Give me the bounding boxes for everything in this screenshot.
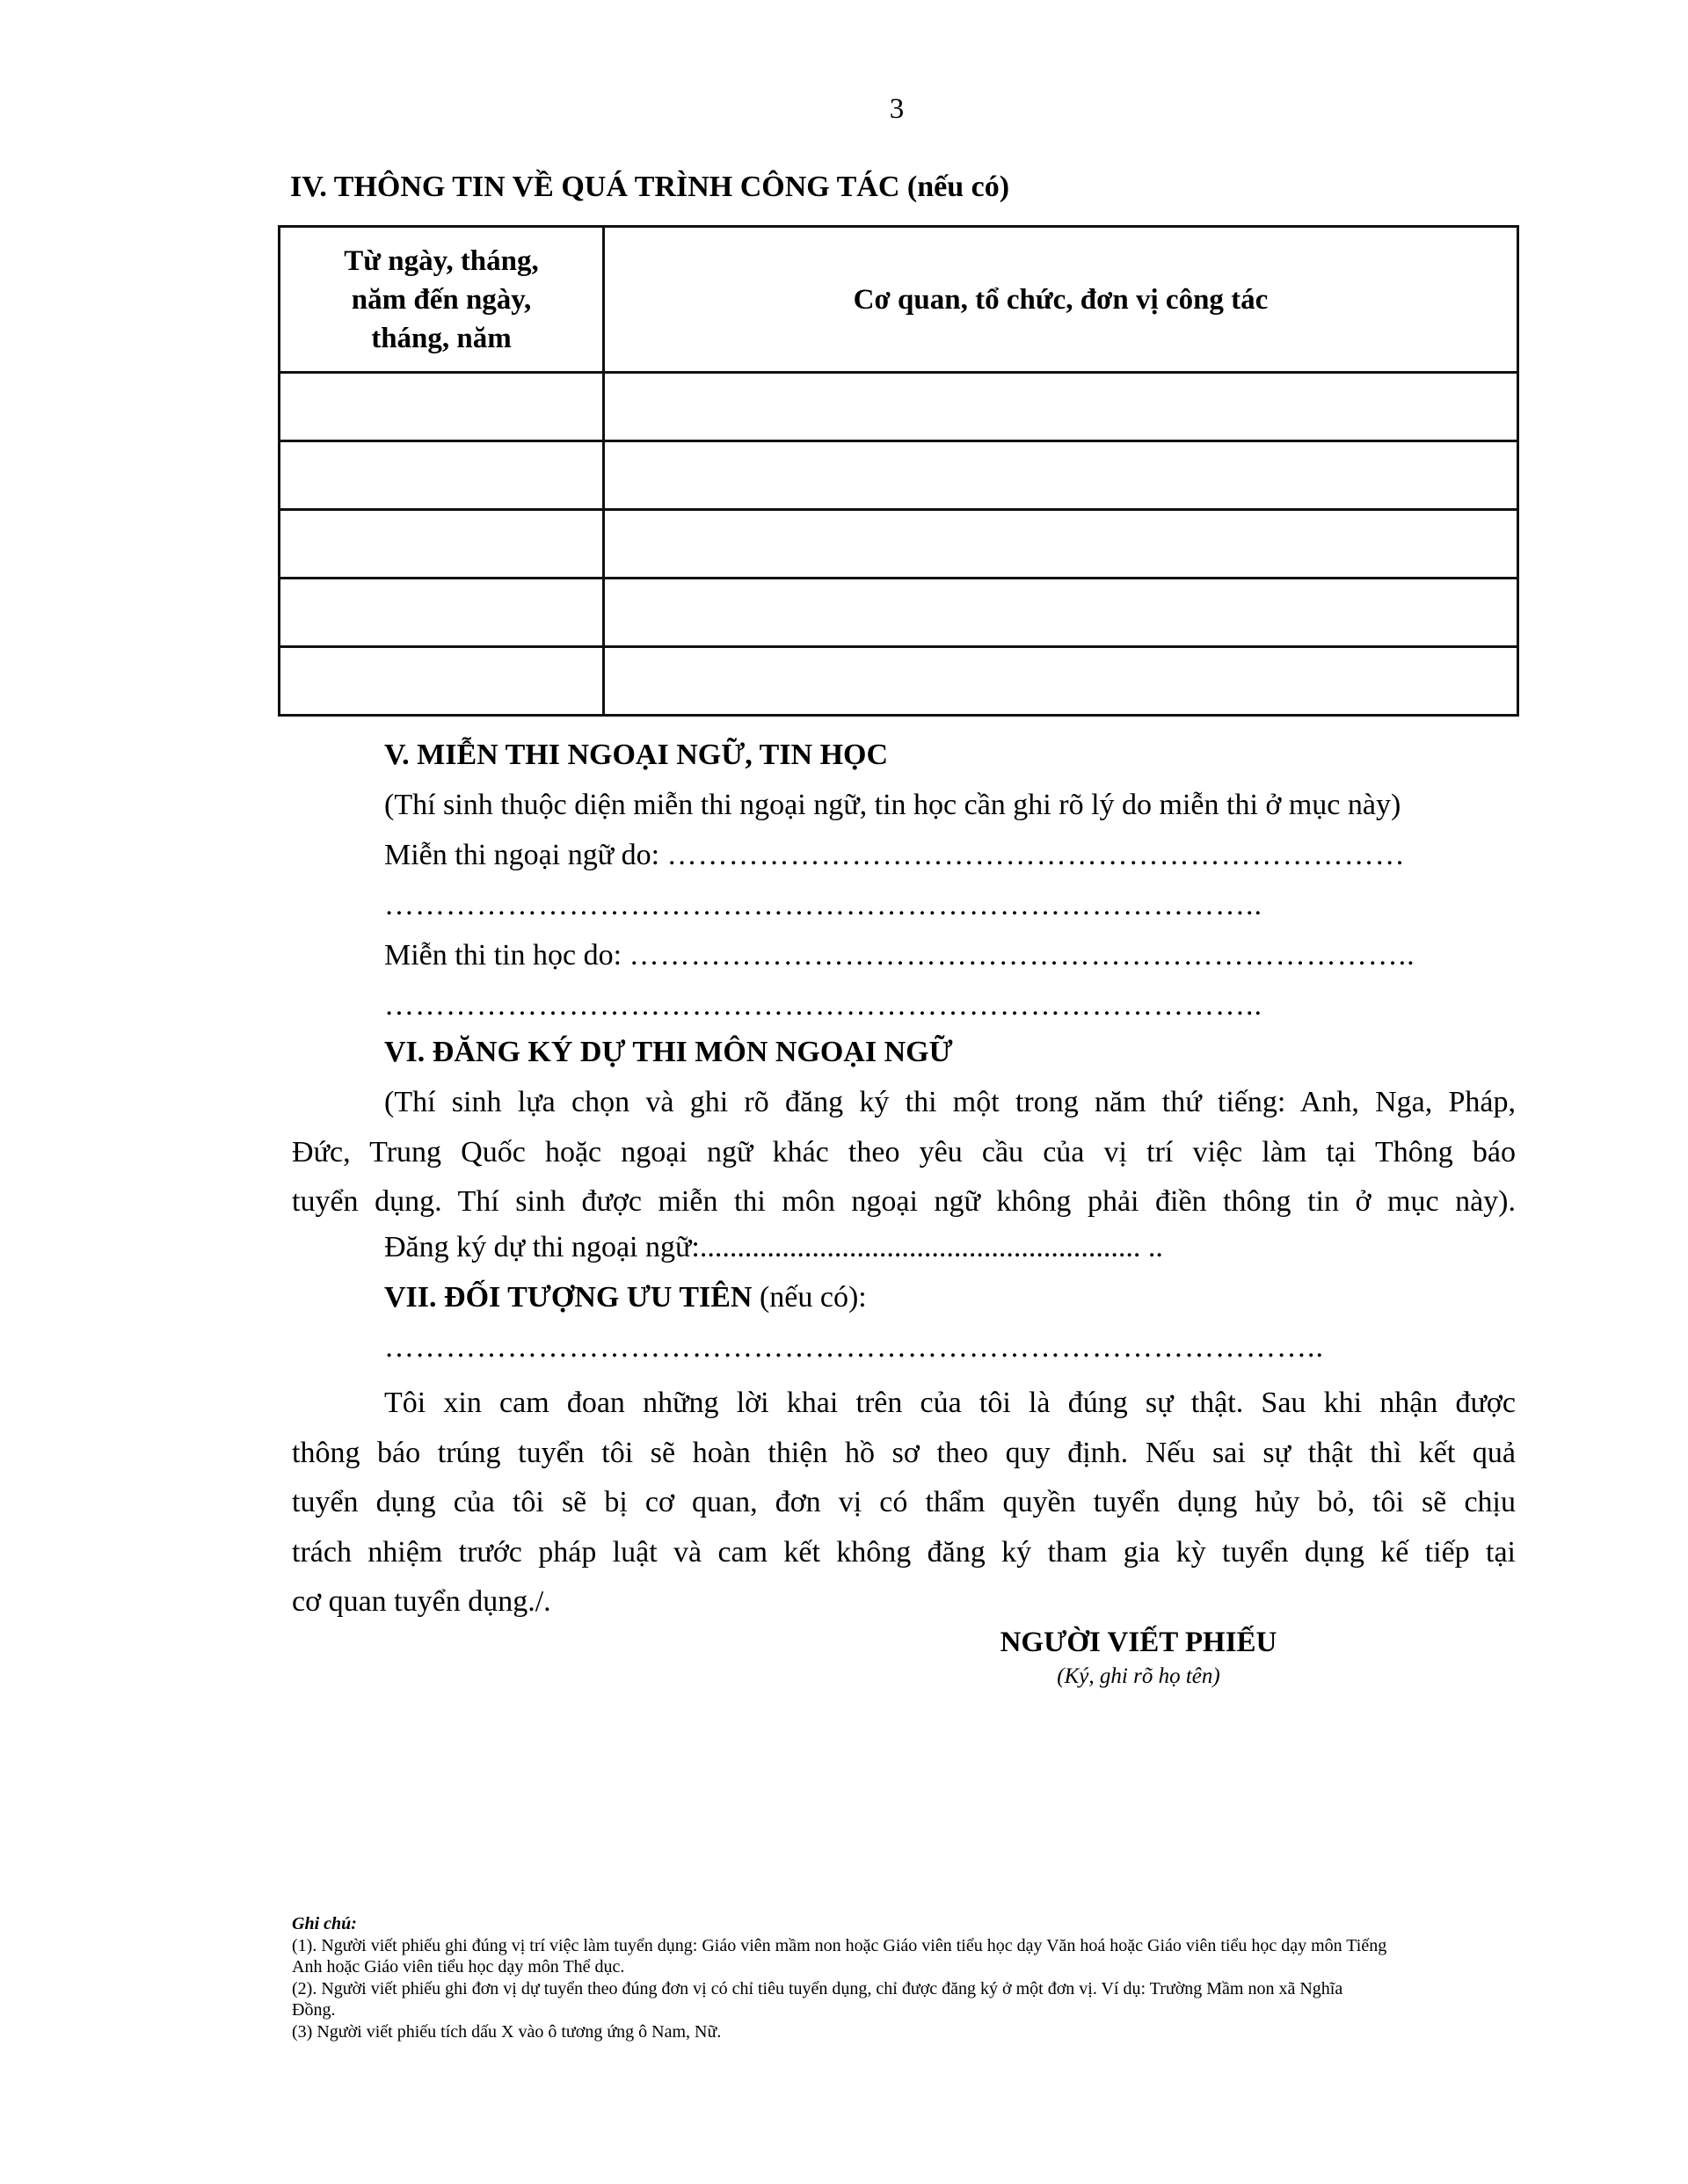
section-v-heading: V. MIỄN THI NGOẠI NGỮ, TIN HỌC xyxy=(384,739,889,771)
header-date-line: tháng, năm xyxy=(371,322,512,354)
it-exemption-field[interactable] xyxy=(384,939,1415,972)
table-row xyxy=(280,373,1518,441)
declaration-line: thông báo trúng tuyển tôi sẽ hoàn thiện hồ sơ theo quy định. Nếu sai sự thật thì kết quả xyxy=(292,1436,1516,1469)
declaration-line: cơ quan tuyển dụng./. xyxy=(292,1585,551,1618)
table-row xyxy=(280,510,1518,579)
footnote-line: Đồng. xyxy=(292,2000,336,2020)
declaration-line: trách nhiệm trước pháp luật và cam kết không đăng ký tham gia kỳ tuyển dụng kế tiếp tại xyxy=(292,1535,1516,1569)
language-registration-label: Đăng ký dự thi ngoại ngữ: xyxy=(384,1231,700,1263)
section-vi-note-line: (Thí sinh lựa chọn và ghi rõ đăng ký thi một trong năm thứ tiếng: Anh, Nga, Pháp, xyxy=(384,1086,1516,1118)
footnote-line: (2). Người viết phiếu ghi đơn vị dự tuyển theo đúng đơn vị có chỉ tiêu tuyển dụng, chỉ được đăng ký ở một đơn vị. Ví dụ: Trường Mầm non xã Nghĩa xyxy=(292,1978,1343,1998)
organization-cell[interactable] xyxy=(604,510,1518,579)
header-organization: Cơ quan, tổ chức, đơn vị công tác xyxy=(604,227,1518,373)
section-vii-heading xyxy=(384,1281,867,1314)
foreign-language-exemption-continuation[interactable]: ………………………………………………………………………….. xyxy=(384,889,1262,921)
footnote-line: Anh hoặc Giáo viên tiểu học dạy môn Thể dục. xyxy=(292,1957,625,1977)
footnote-line: (3) Người viết phiếu tích dấu X vào ô tương ứng ô Nam, Nữ. xyxy=(292,2021,722,2042)
organization-cell[interactable] xyxy=(604,647,1518,716)
it-exemption-continuation[interactable]: ………………………………………………………………………….. xyxy=(384,989,1262,1022)
footnotes-label: Ghi chú: xyxy=(292,1914,357,1933)
section-vii-title: VII. ĐỐI TƯỢNG ƯU TIÊN xyxy=(384,1281,753,1314)
it-exemption-label: Miễn thi tin học do: xyxy=(384,939,629,972)
date-range-cell[interactable] xyxy=(280,579,604,647)
date-range-cell[interactable] xyxy=(280,441,604,510)
header-date-range xyxy=(280,227,604,373)
foreign-language-exemption-label: Miễn thi ngoại ngữ do: xyxy=(384,839,667,871)
header-date-line: Từ ngày, tháng, xyxy=(344,244,539,277)
foreign-language-exemption-field[interactable] xyxy=(384,839,1406,872)
section-vi-note-line: Đức, Trung Quốc hoặc ngoại ngữ khác theo yêu cầu của vị trí việc làm tại Thông báo xyxy=(292,1135,1516,1168)
organization-cell[interactable] xyxy=(604,373,1518,441)
section-vi-note xyxy=(292,1078,1516,1227)
table-row xyxy=(280,579,1518,647)
priority-subject-field[interactable]: ……………………………………………………………………………….. xyxy=(384,1331,1324,1364)
section-iv-suffix: (nếu có) xyxy=(899,171,1010,203)
declaration-line: tuyển dụng của tôi sẽ bị cơ quan, đơn vị có thẩm quyền tuyển dụng hủy bỏ, tôi sẽ chịu xyxy=(292,1486,1516,1518)
table-header-row xyxy=(280,227,1518,373)
section-v-note: (Thí sinh thuộc diện miễn thi ngoại ngữ, tin học cần ghi rõ lý do miễn thi ở mục này) xyxy=(384,789,1401,821)
fill-in-dots: ………………………………………………………………….. xyxy=(629,939,1415,972)
language-registration-field[interactable] xyxy=(384,1231,1163,1264)
date-range-cell[interactable] xyxy=(280,647,604,716)
declaration-line: Tôi xin cam đoan những lời khai trên của tôi là đúng sự thật. Sau khi nhận được xyxy=(384,1387,1516,1419)
section-vi-note-line: tuyển dụng. Thí sinh được miễn thi môn ngoại ngữ không phải điền thông tin ở mục này). xyxy=(292,1185,1516,1218)
declaration-paragraph xyxy=(292,1379,1516,1627)
date-range-cell[interactable] xyxy=(280,373,604,441)
organization-cell[interactable] xyxy=(604,579,1518,647)
signature-title: NGƯỜI VIẾT PHIẾU xyxy=(1000,1627,1277,1658)
section-vii-suffix: (nếu có): xyxy=(752,1281,867,1314)
signature-subtitle: (Ký, ghi rõ họ tên) xyxy=(1057,1664,1220,1688)
footnotes xyxy=(292,1913,1518,2042)
organization-cell[interactable] xyxy=(604,441,1518,510)
footnote-line: (1). Người viết phiếu ghi đúng vị trí việc làm tuyển dụng: Giáo viên mầm non hoặc Giáo viên tiểu học dạy Văn hoá hoặc Giáo viên tiểu học dạy môn Tiếng xyxy=(292,1935,1387,1955)
table-row xyxy=(280,441,1518,510)
table-row xyxy=(280,647,1518,716)
work-history-table xyxy=(278,225,1519,717)
page-number: 3 xyxy=(889,93,905,125)
section-vi-heading: VI. ĐĂNG KÝ DỰ THI MÔN NGOẠI NGỮ xyxy=(384,1036,953,1068)
section-iv-heading xyxy=(290,171,1009,204)
date-range-cell[interactable] xyxy=(280,510,604,579)
header-date-line: năm đến ngày, xyxy=(351,283,532,316)
fill-in-dots: ……………………………………………………………… xyxy=(666,839,1406,871)
fill-in-dots: ........................................................... .. xyxy=(699,1231,1163,1263)
section-iv-title: IV. THÔNG TIN VỀ QUÁ TRÌNH CÔNG TÁC xyxy=(290,171,900,203)
